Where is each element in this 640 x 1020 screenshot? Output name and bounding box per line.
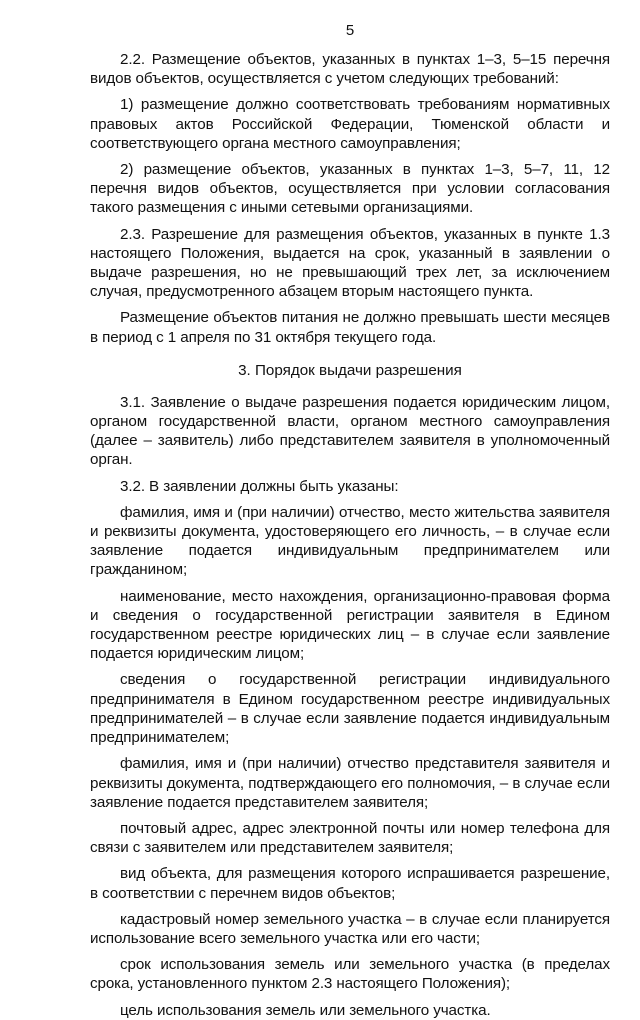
list-item-applicant-name: фамилия, имя и (при наличии) отчество, место жительства заявителя и реквизиты документа, удостоверяющего его личность, – в случае если заявление подается индивидуальным предпринимателем или гражданином; — [90, 503, 610, 579]
paragraph-2-2-item-2: 2) размещение объектов, указанных в пунктах 1–3, 5–7, 11, 12 перечня видов объектов, осуществляется при условии согласования такого размещения с иными сетевыми организациями. — [90, 161, 610, 217]
paragraph-food-objects: Размещение объектов питания не должно превышать шести месяцев в период с 1 апреля по 31 октября текущего года. — [90, 309, 610, 346]
list-item-cadastral-number: кадастровый номер земельного участка – в случае если планируется использование всего земельного участка или его части; — [90, 910, 610, 947]
paragraph-2-2-item-1: 1) размещение должно соответствовать требованиям нормативных правовых актов Российской Федерации, Тюменской области и соответствующего органа местного самоуправления; — [90, 96, 610, 152]
list-item-object-type: вид объекта, для размещения которого испрашивается разрешение, в соответствии с перечнем видов объектов; — [90, 865, 610, 902]
list-item-entrepreneur-registration: сведения о государственной регистрации индивидуального предпринимателя в Едином государственном реестре индивидуальных предпринимателей – в случае если заявление подается индивидуальным предпринимателем; — [90, 671, 610, 747]
page-number: 5 — [345, 22, 355, 39]
list-item-usage-purpose: цель использования земель или земельного участка. — [120, 1001, 491, 1019]
list-item-legal-entity: наименование, место нахождения, организационно-правовая форма и сведения о государственной регистрации заявителя в Едином государственном реестре юридических лиц – в случае если заявление подается юридическим лицом; — [90, 587, 610, 663]
paragraph-2-2: 2.2. Размещение объектов, указанных в пунктах 1–3, 5–15 перечня видов объектов, осуществляется с учетом следующих требований: — [90, 51, 610, 88]
list-item-usage-term: срок использования земель или земельного участка (в пределах срока, установленного пунктом 2.3 настоящего Положения); — [90, 956, 610, 993]
list-item-contact: почтовый адрес, адрес электронной почты или номер телефона для связи с заявителем или представителем заявителя; — [90, 819, 610, 857]
list-item-representative: фамилия, имя и (при наличии) отчество представителя заявителя и реквизиты документа, подтверждающего его полномочия, – в случае если заявление подается представителем заявителя; — [90, 755, 610, 811]
section-heading: 3. Порядок выдачи разрешения — [238, 361, 462, 379]
paragraph-3-2: 3.2. В заявлении должны быть указаны: — [120, 477, 399, 495]
paragraph-2-3: 2.3. Разрешение для размещения объектов, указанных в пункте 1.3 настоящего Положения, выдается на срок, указанный в заявлении о выдаче разрешения, но не превышающий трех лет, за исключением случая, предусмотренного абзацем вторым настоящего пункта. — [90, 225, 610, 301]
paragraph-3-1: 3.1. Заявление о выдаче разрешения подается юридическим лицом, органом государственной власти, органом местного самоуправления (далее – заявитель) либо представителем заявителя в уполномоченный орган. — [90, 393, 610, 469]
